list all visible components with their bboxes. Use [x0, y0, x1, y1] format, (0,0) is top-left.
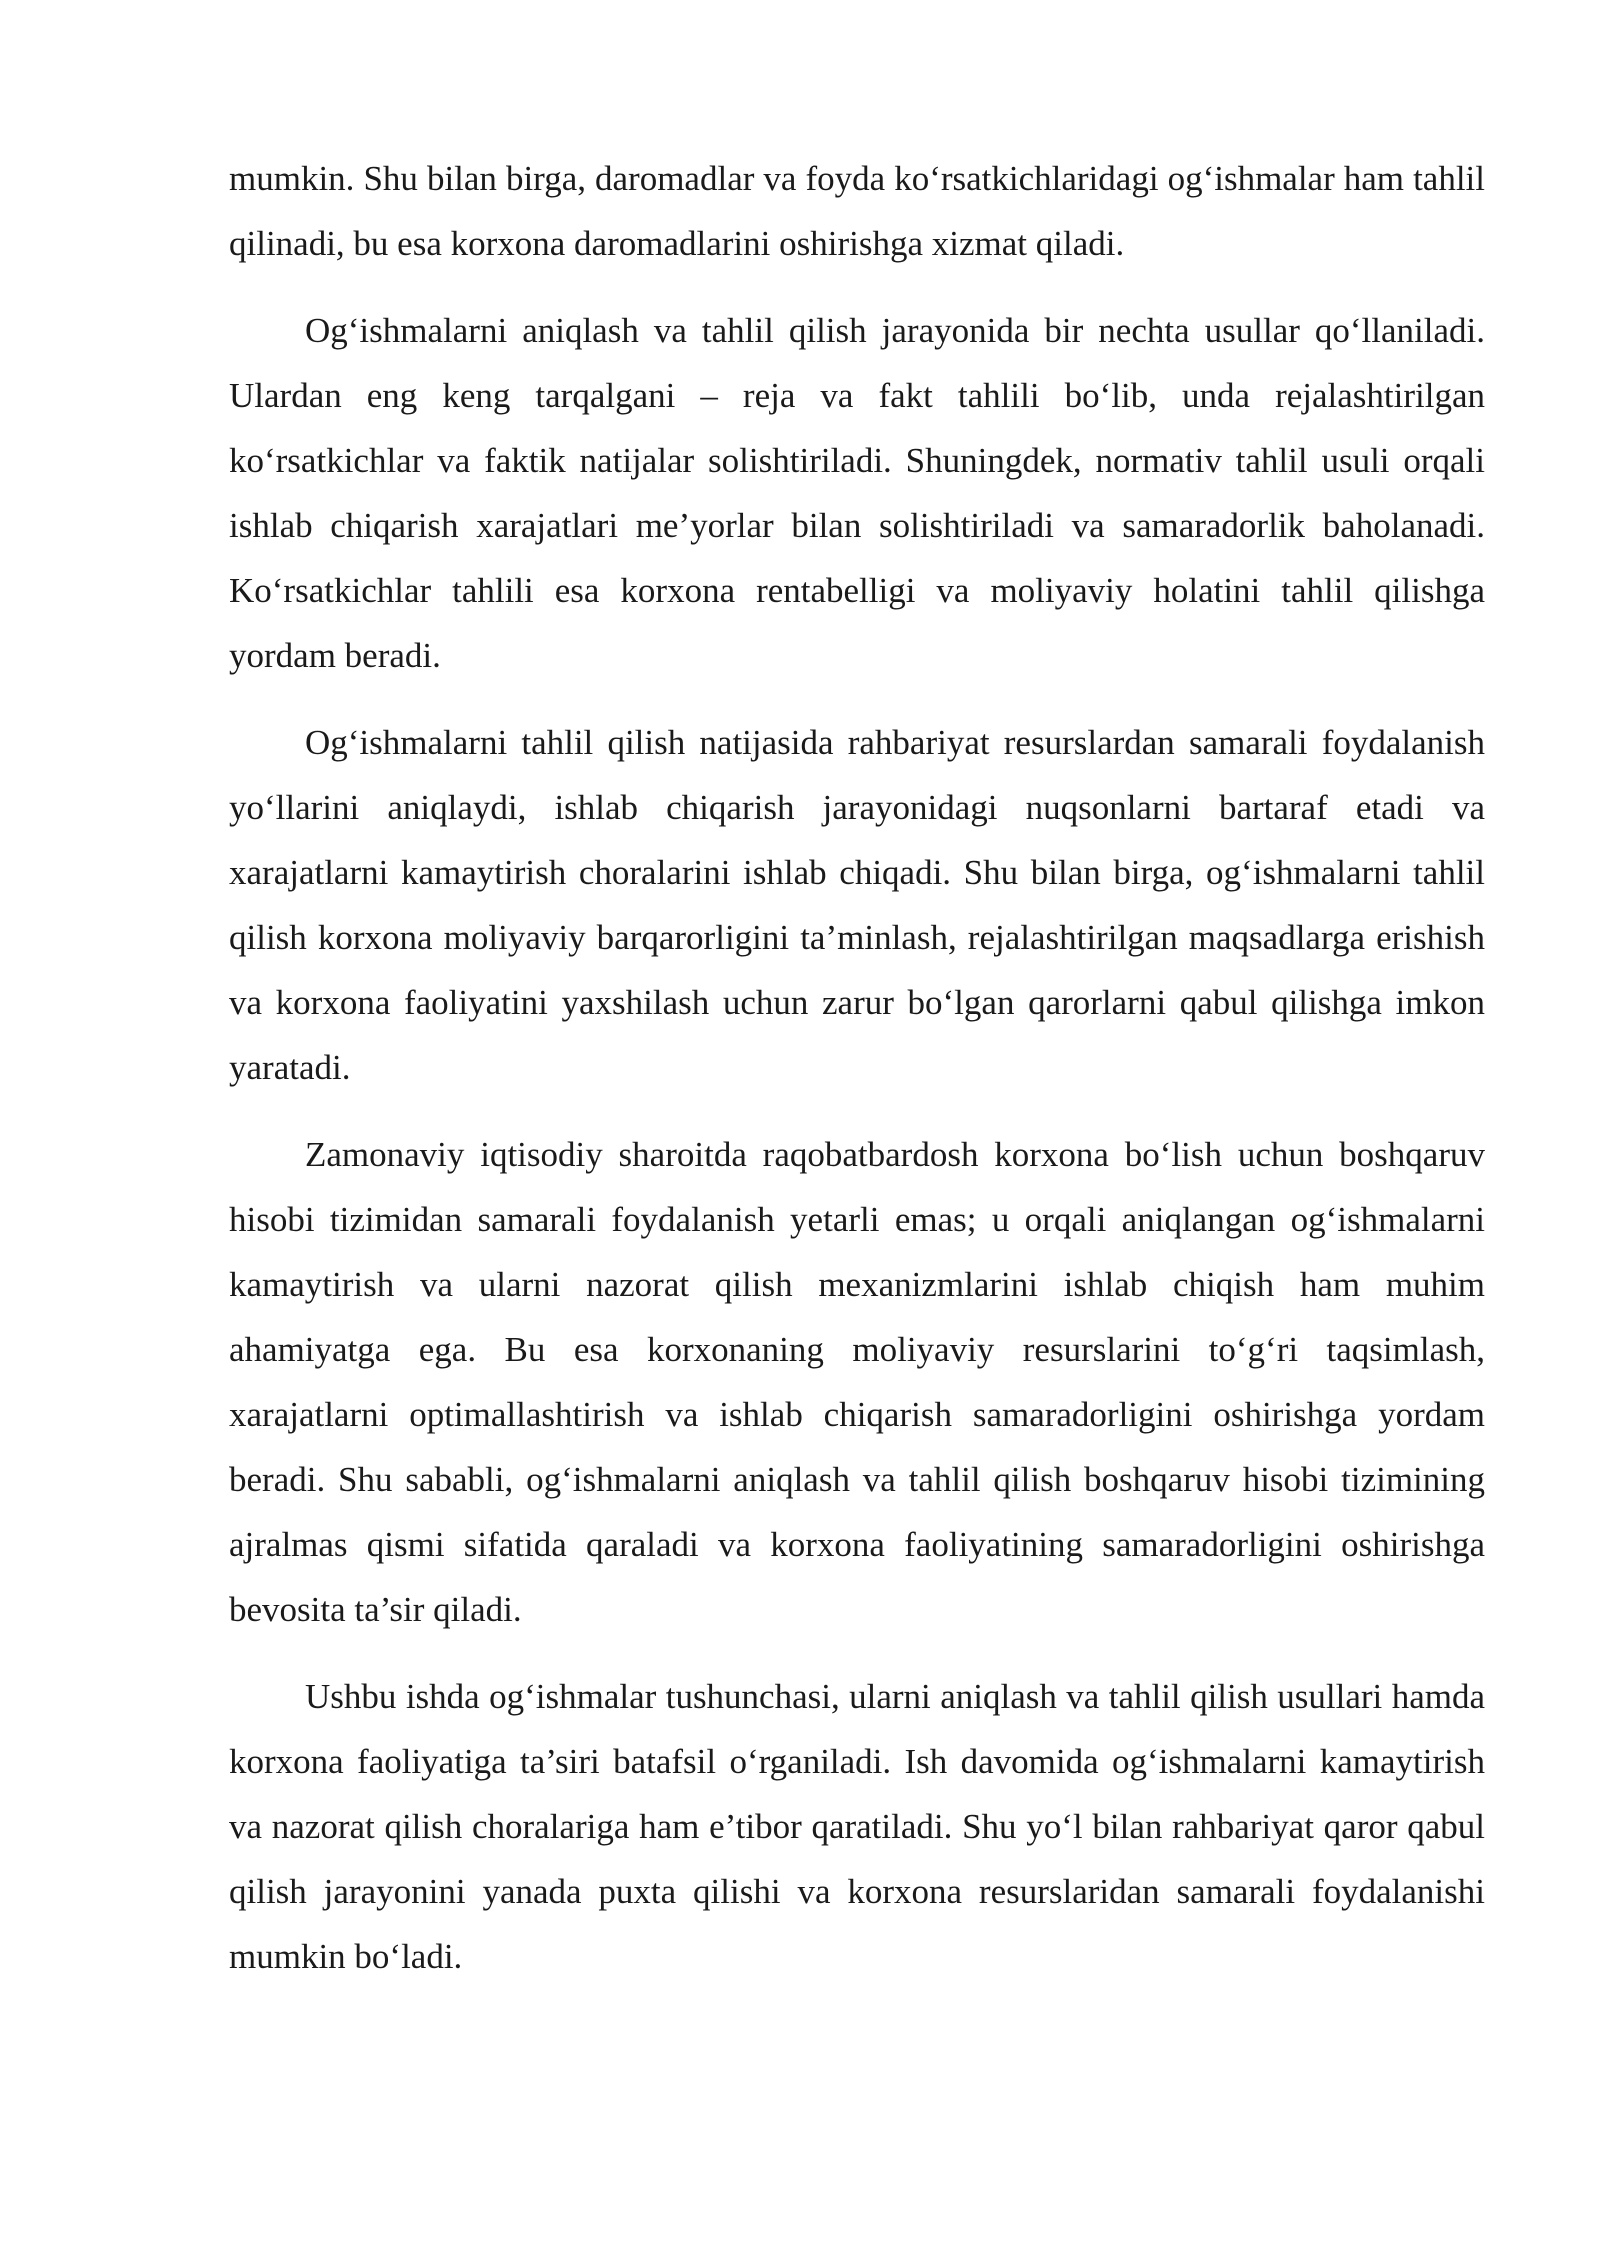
- document-body: [229, 146, 1485, 2011]
- paragraph-analysis-results: Og‘ishmalarni tahlil qilish natijasida rahbariyat resurslardan samarali foydalanish yo‘llarini aniqlaydi, ishlab chiqarish jarayonidagi nuqsonlarni bartaraf etadi va xarajatlarni kamaytirish choralarini ishlab chiqadi. Shu bilan birga, og‘ishmalarni tahlil qilish korxona moliyaviy barqarorligini ta’minlash, rejalashtirilgan maqsadlarga erishish va korxona faoliyatini yaxshilash uchun zarur bo‘lgan qarorlarni qabul qilishga imkon yaratadi.: [229, 723, 1485, 1087]
- paragraph-continued: mumkin. Shu bilan birga, daromadlar va foyda ko‘rsatkichlaridagi og‘ishmalar ham tahlil qilinadi, bu esa korxona daromadlarini oshirishga xizmat qiladi.: [229, 159, 1485, 263]
- paragraph-modern-conditions: Zamonaviy iqtisodiy sharoitda raqobatbardosh korxona bo‘lish uchun boshqaruv hisobi tizimidan samarali foydalanish yetarli emas; u orqali aniqlangan og‘ishmalarni kamaytirish va ularni nazorat qilish mexanizmlarini ishlab chiqish ham muhim ahamiyatga ega. Bu esa korxonaning moliyaviy resurslarini to‘g‘ri taqsimlash, xarajatlarni optimallashtirish va ishlab chiqarish samaradorligini oshirishga yordam beradi. Shu sababli, og‘ishmalarni aniqlash va tahlil qilish boshqaruv hisobi tizimining ajralmas qismi sifatida qaraladi va korxona faoliyatining samaradorligini oshirishga bevosita ta’sir qiladi.: [229, 1135, 1485, 1629]
- paragraph-deviation-methods: Og‘ishmalarni aniqlash va tahlil qilish jarayonida bir nechta usullar qo‘llaniladi. Ulardan eng keng tarqalgani – reja va fakt tahlili bo‘lib, unda rejalashtirilgan ko‘rsatkichlar va faktik natijalar solishtiriladi. Shuningdek, normativ tahlil usuli orqali ishlab chiqarish xarajatlari me’yorlar bilan solishtiriladi va samaradorlik baholanadi. Ko‘rsatkichlar tahlili esa korxona rentabelligi va moliyaviy holatini tahlil qilishga yordam beradi.: [229, 311, 1485, 675]
- paragraph-work-scope: Ushbu ishda og‘ishmalar tushunchasi, ularni aniqlash va tahlil qilish usullari hamda korxona faoliyatiga ta’siri batafsil o‘rganiladi. Ish davomida og‘ishmalarni kamaytirish va nazorat qilish choralariga ham e’tibor qaratiladi. Shu yo‘l bilan rahbariyat qaror qabul qilish jarayonini yanada puxta qilishi va korxona resurslaridan samarali foydalanishi mumkin bo‘ladi.: [229, 1677, 1485, 1976]
